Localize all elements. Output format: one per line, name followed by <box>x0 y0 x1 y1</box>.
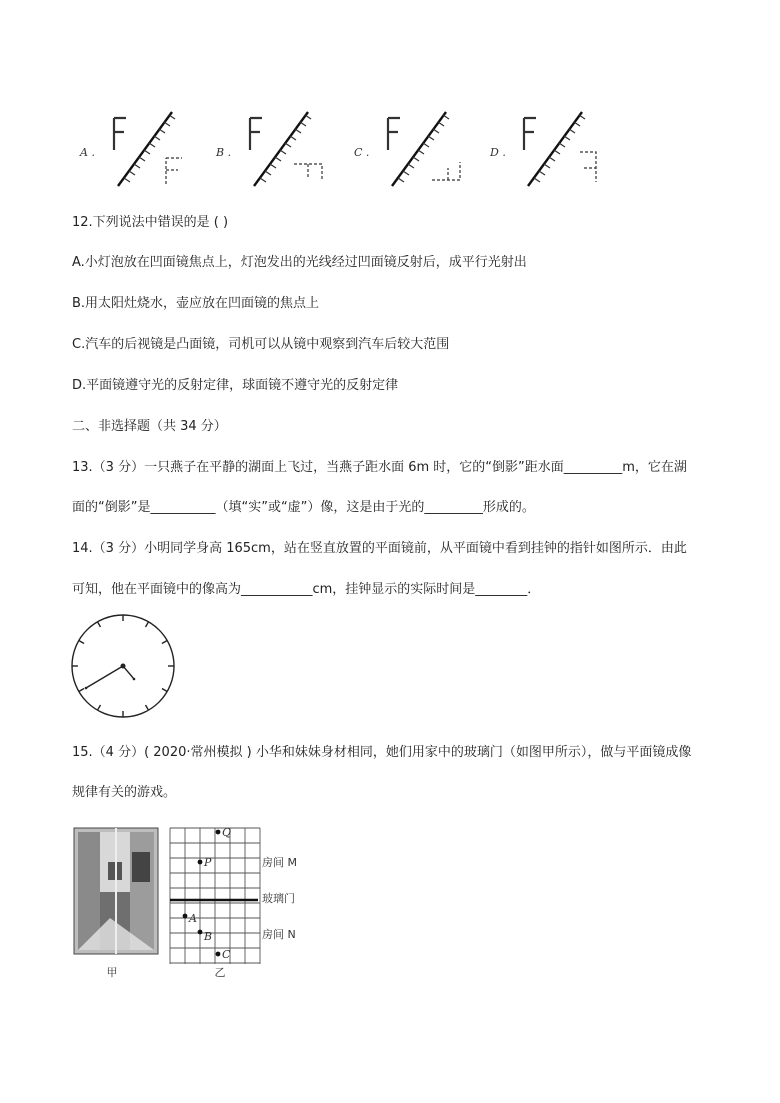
q12-option-a: A.小灯泡放在凹面镜焦点上，灯泡发出的光线经过凹面镜反射后，成平行光射出 <box>72 255 527 270</box>
q15-line1: 15.（4 分）( 2020·常州模拟 ) 小华和妹妹身材相同，她们用家中的玻璃门（如图甲所示），做与平面镜成像 <box>72 745 692 760</box>
q15-line2: 规律有关的游戏。 <box>72 785 177 800</box>
q12-option-c: C.汽车的后视镜是凸面镜，司机可以从镜中观察到汽车后较大范围 <box>72 337 450 352</box>
clock-figure <box>68 612 180 722</box>
section-heading: 二、非选择题（共 34 分） <box>72 419 227 434</box>
point-a: A <box>189 912 197 925</box>
option-d-label: D . <box>490 146 506 159</box>
option-c-label: C . <box>354 146 370 159</box>
glass-door-photo <box>74 828 158 954</box>
point-q: Q <box>222 826 232 839</box>
room-n-label: 房间 N <box>262 928 296 941</box>
q12-option-d: D.平面镜遵守光的反射定律，球面镜不遵守光的反射定律 <box>72 378 399 393</box>
room-m-label: 房间 M <box>262 856 297 869</box>
q14-line2: 可知，他在平面镜中的像高为___________cm，挂钟显示的实际时间是________． <box>72 582 541 597</box>
point-c: C <box>222 948 231 961</box>
option-a-label: A . <box>80 146 95 159</box>
q13-line2: 面的“倒影”是__________（填“实”或“虚”）像，这是由于光的_________形成的。 <box>72 500 535 515</box>
option-b-label: B . <box>216 146 232 159</box>
q13-line1: 13.（3 分）一只燕子在平静的湖面上飞过，当燕子距水面 6m 时，它的“倒影”距水面_________m，它在湖 <box>72 460 687 475</box>
q12-option-b: B.用太阳灶烧水，壶应放在凹面镜的焦点上 <box>72 296 320 311</box>
glass-door-label: 玻璃门 <box>262 892 295 905</box>
point-p: P <box>204 856 212 869</box>
q12-stem: 12.下列说法中错误的是 ( ) <box>72 215 229 230</box>
reflection-grid <box>170 828 260 964</box>
figure-15 <box>70 822 330 982</box>
mirror-options-figure <box>70 108 630 192</box>
caption-jia: 甲 <box>106 966 118 979</box>
point-b: B <box>204 930 213 943</box>
q14-line1: 14.（3 分）小明同学身高 165cm，站在竖直放置的平面镜前，从平面镜中看到挂钟的指针如图所示．由此 <box>72 541 687 556</box>
caption-yi: 乙 <box>214 966 226 979</box>
